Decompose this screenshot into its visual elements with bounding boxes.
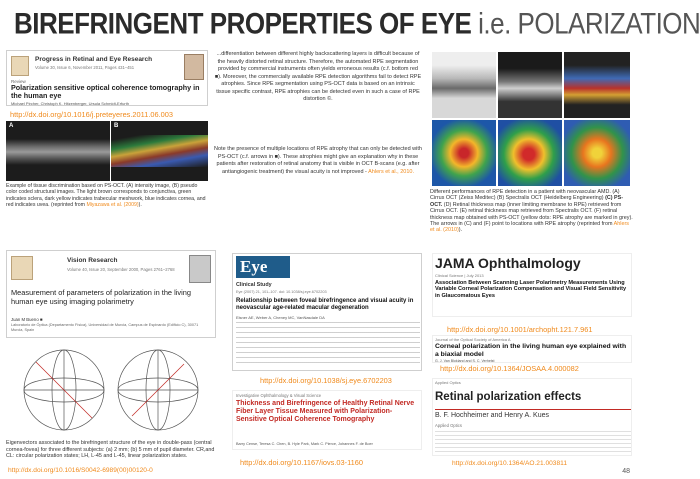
caption-link-2[interactable]: Ahlers et al. (2010) — [430, 221, 629, 234]
paper-heading-7: Retinal polarization effects — [435, 391, 582, 403]
paper-6-header — [432, 335, 632, 363]
abstract-lines-7 — [435, 431, 631, 453]
eigenvector-diagram — [6, 340, 216, 438]
paper-authors-6: G. J. Van Blokland and S. C. Verhelst — [435, 359, 495, 363]
paper-5-header — [432, 253, 632, 317]
thickness-map-e — [498, 120, 562, 186]
paper-authors: Michael Pircher, Christoph K. Hitzenberger, Ursula Schmidt-Erfurth — [11, 101, 130, 106]
paper-authors-7: B. F. Hochheimer and Henry A. Kues — [435, 412, 549, 419]
title-main: BIREFRINGENT PROPERTIES OF EYE — [14, 6, 479, 41]
paper-heading-4: Thickness and Birefringence of Healthy Retinal Nerve Fiber Layer Tissue Measured with Polarization-Sensitive Optical Coherence Tomography — [236, 400, 415, 423]
journal-name-4: Investigative Ophthalmology & Visual Science — [236, 393, 322, 398]
jama-logo: JAMA Ophthalmology — [435, 255, 581, 271]
figure-caption-2: Different performances of RPE detection in a patient with neovascular AMD. (A) Cirrus OCT (Zeiss Meditec) (B) Spectralis OCT (Heidelberg Engineering) (C) PS-OCT. (D) Retinal thickness map (inner limiting membrane to RPE) retrieved from Cirrus OCT. (E) retinal thickness map retrieved from Spectralis OCT. (F) retinal thickness map obtained with PS-OCT (yellow dots: RPE atrophy are marked in grey). The arrows in (C) and (F) point to locations with RPE atrophy (reprinted from Ahlers et al. (2010)). — [430, 189, 633, 234]
doi-link-1[interactable]: http://dx.doi.org/10.1016/j.preteyeres.2011.06.003 — [10, 110, 173, 119]
eye-logo: Eye — [236, 256, 290, 278]
sphere-plots — [6, 340, 216, 438]
section-label-3: Clinical Study — [236, 282, 272, 288]
doi-link-3[interactable]: http://dx.doi.org/10.1038/sj.eye.6702203 — [260, 376, 392, 385]
journal-name-8: Applied Optics — [435, 423, 462, 428]
abstract-lines — [236, 322, 420, 366]
sphere-b — [118, 350, 198, 430]
review-label: Review — [11, 79, 26, 84]
journal-meta: Volume 30, Issue 6, November 2011, Pages 431–451 — [35, 65, 135, 70]
journal-name-7: Applied Optics — [435, 380, 461, 385]
doi-link-5[interactable]: http://dx.doi.org/10.1001/archopht.121.7.961 — [447, 325, 593, 334]
journal-name-2: Vision Research — [67, 257, 118, 264]
journal-cover-2 — [189, 255, 211, 283]
center-paragraph-1: ...differentiation between different highly backscattering layers is difficult because of the heavily distorted retinal structure. Therefore, the automated RPE segmentation provided by commercial instruments often yields erroneous results (c.f. bottom red ■). Moreover, the commercially available RPE detection algorithms fail to detect RPE atrophies. Since RPE segmentation using PS-OCT data is based on an intrinsic tissue specific contrast, RPE atrophies can be detected even in such a case of RPE distortion ©. — [214, 51, 422, 102]
paper-authors-4: Barry Cense, Teresa C. Chen, B. Hyle Park, Mark C. Pierce, Johannes F. de Boer — [236, 442, 373, 446]
center-ref-link[interactable]: Ahlers et al., 2010. — [368, 168, 414, 175]
paper-affil-2: Laboratorio de Óptica (Departamento Física), Universidad de Murcia, Campus de Espinardo (Edificio C), 30071 Murcia, Spain — [11, 323, 199, 332]
paper-2-header — [6, 250, 216, 338]
doi-link-7[interactable]: http://dx.doi.org/10.1364/AO.21.003811 — [452, 460, 567, 467]
section-label-5: Clinical Science | July 2013 — [435, 273, 484, 278]
rpe-figure — [430, 50, 632, 187]
doi-link-6[interactable]: http://dx.doi.org/10.1364/JOSAA.4.000082 — [440, 364, 579, 373]
title-suffix: i.e. POLARIZATION — [478, 6, 700, 41]
center-paragraph-2: Note the presence of multiple locations of RPE atrophy that can only be detected with PS-OCT (c.f. arrows in ■). These atrophies might give an explanation why in these patients after restoration of retinal anatomy that is visible in OCT B-scans (e.g. after antiangiogenic treatment) the visual acuity is not improved - Ahlers et al., 2010. — [214, 146, 422, 175]
label-b: B — [114, 123, 119, 129]
paper-3-header — [232, 253, 422, 371]
paper-heading-2: Measurement of parameters of polarization in the living human eye using imaging polarimetry — [11, 288, 191, 306]
paper-7-header — [432, 378, 632, 456]
thickness-map-f — [564, 120, 630, 186]
journal-name: Progress in Retinal and Eye Research — [35, 56, 153, 63]
caption-link-1[interactable]: Miyazawa et al. (2009) — [86, 201, 139, 208]
oct-scan-c — [564, 52, 630, 118]
thickness-map-d — [432, 120, 496, 186]
figure-caption-3: Eigenvectors associated to the birefringent structure of the eye in double-pass (central cornea-fovea) for three different subjects: (a) 2 mm; (b) 5 mm of pupil diameter. CR,and CL: circular polarization states; LH, L-45 and L-45, linear polarization states. — [6, 440, 215, 459]
elsevier-logo — [11, 56, 29, 76]
oct-image-a — [6, 121, 110, 181]
oct-scan-b — [498, 52, 562, 118]
paper-1-header — [6, 50, 208, 106]
paper-heading: Polarization sensitive optical coherence tomography in the human eye — [11, 83, 200, 100]
page-number: 48 — [622, 468, 630, 475]
figure-caption-1: Example of tissue discrimination based on PS-OCT. (A) intensity image, (B) pseudo color coded structural images. The light brown corresponds to conjunctiva, green indicates sclera, dark yellow indicates trabecular meshwork, blue indicates cornea, and red indicates uvea. (reprinted from Miyazawa et al. (2009)). — [6, 183, 206, 208]
journal-meta-2: Volume 40, Issue 20, September 2000, Pages 2761–2768 — [67, 267, 175, 272]
sphere-a — [24, 350, 104, 430]
journal-cover — [184, 54, 204, 80]
doi-link-2[interactable]: http://dx.doi.org/10.1016/S0042-6989(00)00120-0 — [8, 467, 153, 474]
paper-authors-3: Elsner AE, Weber A, Cheney MC, VanNasdale DA — [236, 315, 325, 320]
journal-name-6: Journal of the Optical Society of America A — [435, 337, 511, 342]
oct-image-b — [111, 121, 208, 181]
paper-heading-3: Relationship between foveal birefringence and visual acuity in neovascular age-related macular degeneration — [236, 298, 414, 311]
oct-scan-a — [432, 52, 496, 118]
journal-meta-3: Eye (2007) 21, 101–107. doi: 10.1038/sj.eye.6702203 — [236, 290, 327, 294]
paper-heading-6: Corneal polarization in the living human eye explained with a biaxial model — [435, 343, 627, 358]
paper-heading-5: Association Between Scanning Laser Polarimetry Measurements Using Variable Corneal Polarization Compensation and Visual Field Sensitivity in Glaucomatous Eyes — [435, 280, 627, 299]
slide-title — [14, 6, 700, 42]
doi-link-4[interactable]: http://dx.doi.org/10.1167/iovs.03-1160 — [240, 458, 363, 467]
elsevier-logo-2 — [11, 256, 33, 280]
label-a: A — [9, 123, 14, 129]
paper-4-header — [232, 390, 422, 450]
paper-authors-2: Juan M Bueno ■ — [11, 317, 43, 322]
